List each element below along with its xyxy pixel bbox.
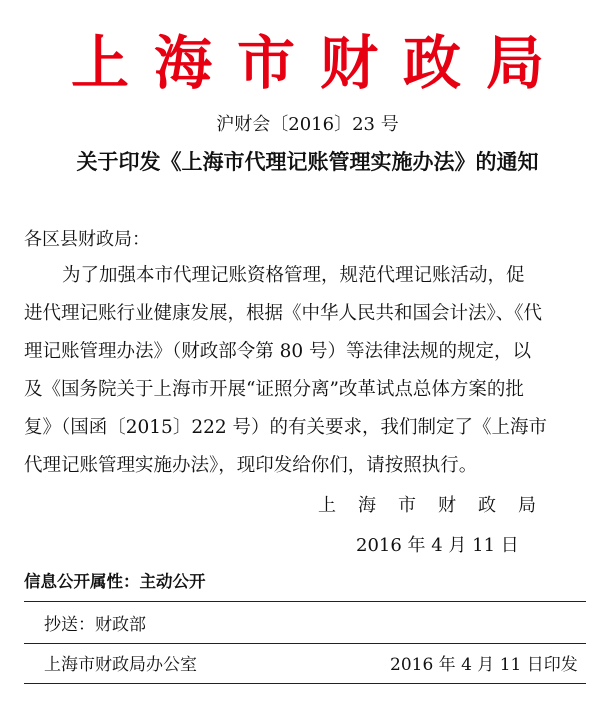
body-line: 代理记账管理实施办法》，现印发给你们，请按照执行。 (24, 455, 478, 476)
body-line: 理记账管理办法》（财政部令第 80 号）等法律法规的规定，以 (24, 341, 532, 362)
body-line: 及《国务院关于上海市开展“证照分离”改革试点总体方案的批 (24, 379, 524, 400)
divider (24, 683, 586, 684)
body-line: 为了加强本市代理记账资格管理，规范代理记账活动，促 (62, 265, 525, 286)
document-number: 沪财会〔2016〕23 号 (216, 114, 399, 135)
footer-print-date: 2016 年 4 月 11 日印发 (390, 655, 578, 675)
signature: 上海市财政局 (318, 495, 558, 516)
cc-recipients: 抄送：财政部 (44, 615, 146, 635)
divider (24, 643, 586, 644)
issue-date: 2016 年 4 月 11 日 (356, 535, 519, 556)
body-line: 复》（国函〔2015〕222 号）的有关要求，我们制定了《上海市 (24, 417, 548, 438)
divider (24, 601, 586, 602)
footer-office: 上海市财政局办公室 (44, 655, 197, 675)
notice-title: 关于印发《上海市代理记账管理实施办法》的通知 (76, 149, 539, 174)
addressee: 各区县财政局： (24, 229, 150, 250)
body-line: 进代理记账行业健康发展，根据《中华人民共和国会计法》、《代 (24, 303, 543, 324)
issuer-header-title: 上海市财政局 (70, 29, 569, 97)
disclosure-attribute: 信息公开属性：主动公开 (24, 572, 206, 591)
